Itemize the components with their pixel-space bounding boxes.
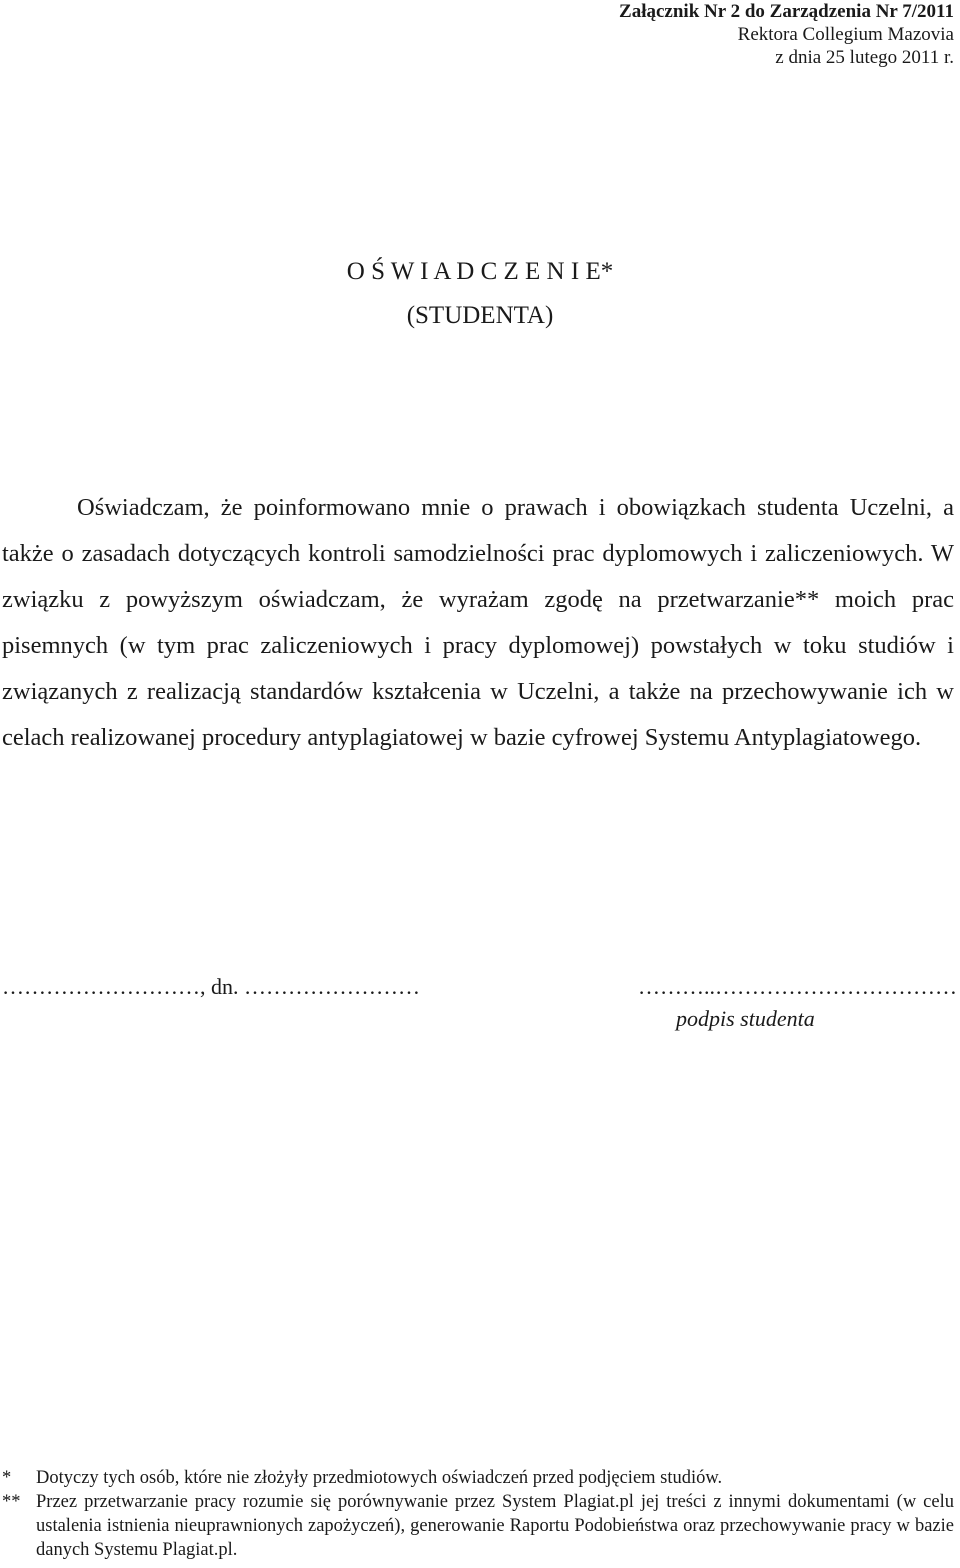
place-date-field: ………………………, dn. …………………… [2,974,420,999]
footnote-mark: ** [2,1492,21,1512]
header-issuer-line: Rektora Collegium Mazovia [737,24,954,45]
declaration-paragraph: Oświadczam, że poinformowano mnie o prawach i obowiązkach studenta Uczelni, a także o zasadach dotyczących kontroli samodzielności prac dyplomowych i zaliczeniowych. W związku z powyższym oświadczam, że wyrażam zgodę na przetwarzanie** moich prac pisemnych (w tym prac zaliczeniowych i pracy dyplomowej) powstałych w toku studiów i związanych z realizacją standardów kształcenia w Uczelni, a także na przechowywanie ich w celach realizowanej procedury antyplagiatowej w bazie cyfrowej Systemu Antyplagiatowego. [2,494,954,751]
document-header [619,0,954,69]
title-sub: (STUDENTA) [406,302,554,329]
header-annex-line: Załącznik Nr 2 do Zarządzenia Nr 7/2011 [619,1,954,22]
footnote-text: Dotyczy tych osób, które nie złożyły przedmiotowych oświadczeń przed podjęciem studiów. [36,1468,723,1488]
signature-field: ………..…………………………… [638,974,957,999]
footnote-1 [2,1466,954,1490]
footnote-2 [2,1490,954,1562]
document-title [0,250,960,338]
header-date-line: z dnia 25 lutego 2011 r. [775,47,954,68]
signature-caption: podpis studenta [676,1006,815,1031]
footnotes [2,1466,954,1562]
title-main: O Ś W I A D C Z E N I E* [346,258,614,285]
footnote-mark: * [2,1468,12,1488]
footnote-text: Przez przetwarzanie pracy rozumie się porównywanie przez System Plagiat.pl jej treści z innymi dokumentami (w celu ustalenia istnienia nieuprawnionych zapożyczeń), generowanie Raportu Podobieństwa oraz przechowywanie pracy w bazie danych Systemu Plagiat.pl. [36,1492,954,1560]
